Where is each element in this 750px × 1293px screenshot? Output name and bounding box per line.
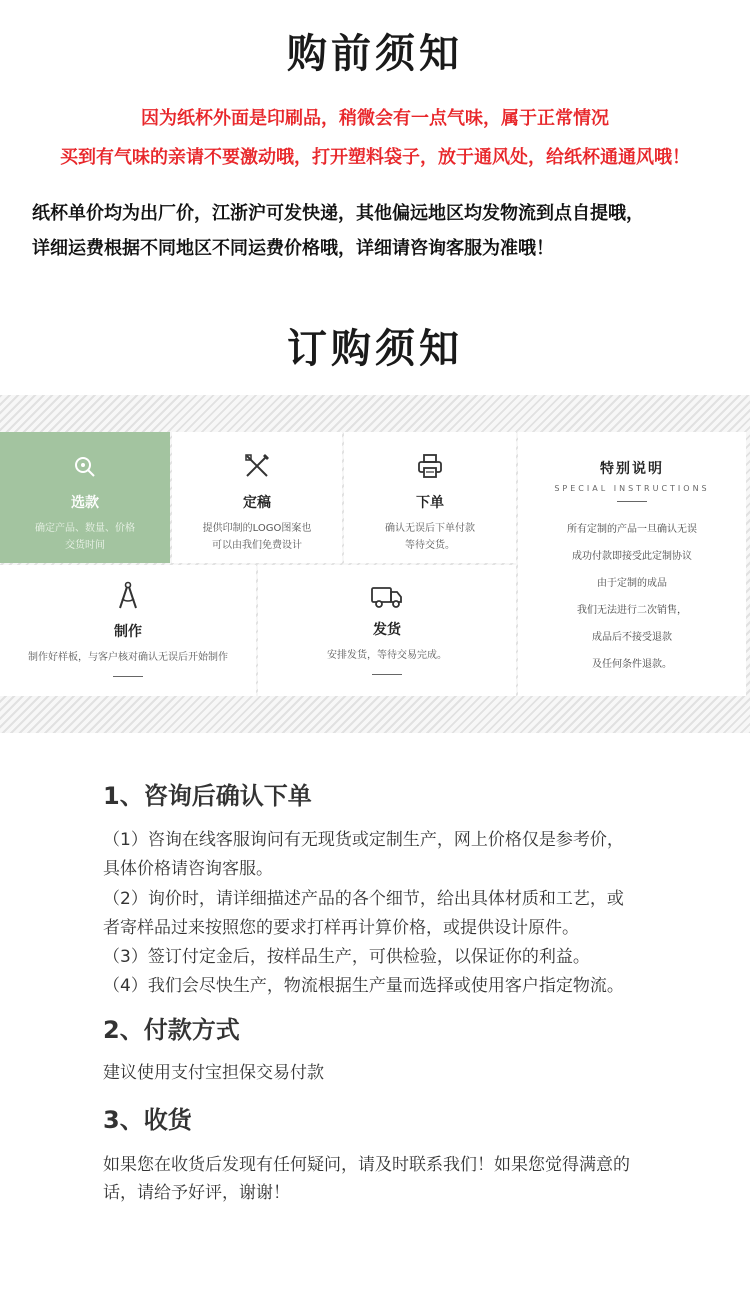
shipping-notice-line-1: 纸杯单价均为出厂价，江浙沪可发快递，其他偏远地区均发物流到点自提哦， xyxy=(32,203,644,224)
divider xyxy=(113,676,143,677)
step-title: 发货 xyxy=(373,622,401,638)
section-line: 话，请给予好评，谢谢！ xyxy=(103,1183,290,1203)
special-line: 我们无法进行二次销售， xyxy=(577,605,687,616)
section-line: 建议使用支付宝担保交易付款 xyxy=(103,1063,324,1083)
special-title: 特别说明 xyxy=(600,461,664,477)
special-line: 所有定制的产品一旦确认无误 xyxy=(567,524,697,535)
section-line: （3）签订付定金后，按样品生产，可供检验，以保证你的利益。 xyxy=(103,947,590,967)
section-line: （2）询价时，请详细描述产品的各个细节，给出具体材质和工艺，或 xyxy=(103,889,624,909)
step-title: 下单 xyxy=(416,495,444,511)
section-line: 者寄样品过来按照您的要求打样再计算价格，或提供设计原件。 xyxy=(103,918,579,938)
special-line: 成功付款即接受此定制协议 xyxy=(572,551,692,562)
step-desc-line: 安排发货，等待交易完成。 xyxy=(327,650,447,661)
section-line: 具体价格请咨询客服。 xyxy=(103,859,273,879)
step-design xyxy=(172,432,342,563)
divider xyxy=(372,674,402,675)
section-line: 如果您在收货后发现有任何疑问，请及时联系我们！如果您觉得满意的 xyxy=(103,1155,630,1175)
step-desc-line: 提供印制的LOGO图案也 xyxy=(202,523,312,534)
step-title: 选款 xyxy=(71,495,99,511)
section-line: （4）我们会尽快生产，物流根据生产量而选择或使用客户指定物流。 xyxy=(103,976,624,996)
section-heading: 2、付款方式 xyxy=(103,1016,240,1044)
step-title: 定稿 xyxy=(243,495,271,511)
special-subtitle: SPECIAL INSTRUCTIONS xyxy=(554,484,710,493)
step-desc-line: 可以由我们免费设计 xyxy=(212,540,302,551)
special-line: 及任何条件退款。 xyxy=(592,659,672,670)
order-title: 订购须知 xyxy=(287,325,463,372)
design-tools-icon xyxy=(243,452,271,480)
step-desc-line: 交货时间 xyxy=(65,540,105,551)
printer-icon xyxy=(416,452,444,480)
shipping-notice-line-2: 详细运费根据不同地区不同运费价格哦，详细请咨询客服为准哦！ xyxy=(32,238,554,259)
divider xyxy=(617,501,647,502)
step-desc-line: 确认无误后下单付款 xyxy=(385,523,475,534)
section-heading: 1、咨询后确认下单 xyxy=(103,782,312,810)
step-desc-line: 制作好样板，与客户核对确认无误后开始制作 xyxy=(28,652,228,663)
odor-notice-line-2: 买到有气味的亲请不要激动哦，打开塑料袋子，放于通风处，给纸杯通通风哦！ xyxy=(60,147,690,168)
special-line: 由于定制的成品 xyxy=(597,578,667,589)
special-line: 成品后不接受退款 xyxy=(592,632,672,643)
step-produce xyxy=(0,565,256,696)
section-line: （1）咨询在线客服询问有无现货或定制生产，网上价格仅是参考价， xyxy=(103,830,624,850)
odor-notice-line-1: 因为纸杯外面是印刷品，稍微会有一点气味，属于正常情况 xyxy=(141,108,609,129)
step-select xyxy=(0,432,170,563)
step-title: 制作 xyxy=(114,624,142,640)
step-desc-line: 确定产品、数量、价格 xyxy=(35,523,135,534)
step-desc-line: 等待交货。 xyxy=(405,540,455,551)
special-instructions xyxy=(518,432,746,696)
step-ship xyxy=(258,565,516,696)
search-icon xyxy=(72,454,98,480)
page-title: 购前须知 xyxy=(287,30,463,77)
order-steps-panel xyxy=(0,395,750,733)
compass-icon xyxy=(114,581,142,611)
section-heading: 3、收货 xyxy=(103,1106,192,1134)
step-order xyxy=(344,432,516,563)
truck-icon xyxy=(370,583,404,611)
